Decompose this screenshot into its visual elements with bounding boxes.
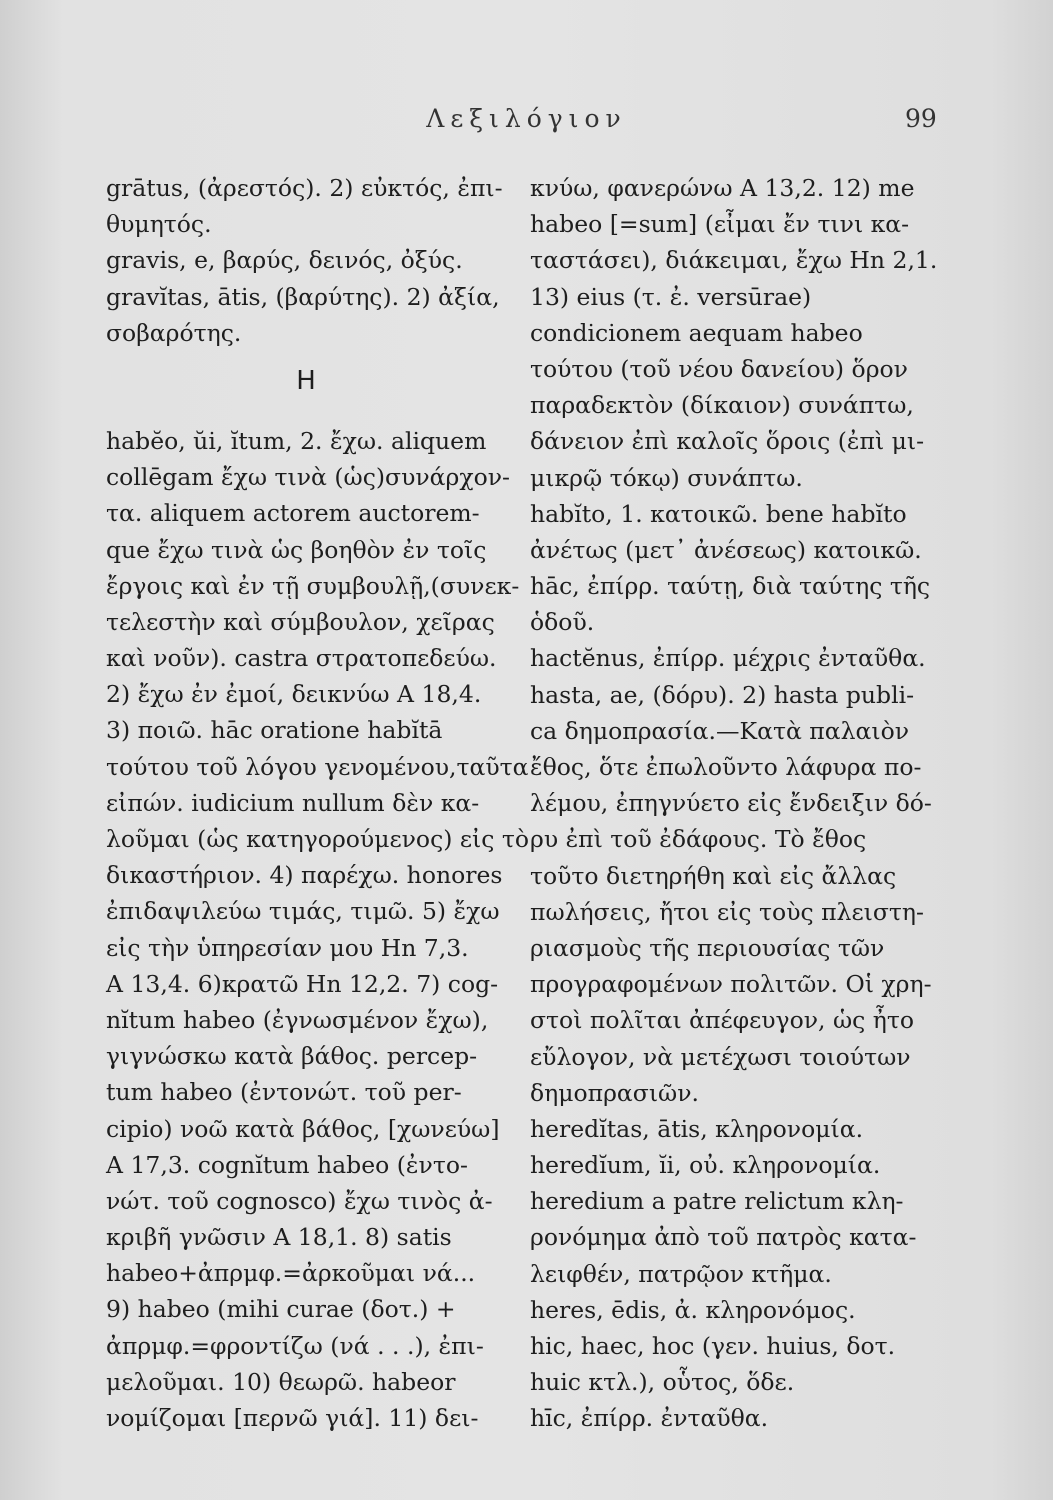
text-line: grātus, (ἀρεστός). 2) εὐκτός, ἐπι- [106,174,503,202]
text-line: condicionem aequam habeo [530,318,863,347]
text-line: δικαστήριον. 4) παρέχω. honores [106,861,503,890]
page-number: 99 [905,104,937,133]
text-line: hāc, ἐπίρρ. ταύτῃ, διὰ ταύτης τῆς [530,572,931,601]
text-line: κριβῆ γνῶσιν A 18,1. 8) satis [106,1223,452,1252]
right-entries [530,170,950,1437]
text-line: λέμου, ἐπηγνύετο εἰς ἔνδειξιν δό- [530,789,932,818]
text-line: collēgam ἔχω τινὰ (ὡς)συνάρχον- [106,463,510,492]
text-line: gravĭtas, ātis, (βαρύτης). 2) ἀξία, [106,282,500,311]
text-line: huic κτλ.), οὗτος, ὅδε. [530,1368,795,1397]
text-line: ἀνέτως (μετ᾽ ἀνέσεως) κατοικῶ. [530,535,922,564]
text-line: hīc, ἐπίρρ. ἐνταῦθα. [530,1404,769,1433]
text-line: σοβαρότης. [106,318,242,347]
left-column [106,170,530,1436]
text-line: que ἔχω τινὰ ὡς βοηθὸν ἐν τοῖς [106,535,487,564]
text-line: ἔργοις καὶ ἐν τῇ συμβουλῇ,(συνεκ- [106,571,520,600]
text-line: δάνειον ἐπὶ καλοῖς ὅροις (ἐπὶ μι- [530,427,925,456]
text-line: heredium a patre relictum κλη- [530,1187,904,1216]
text-line: habĕo, ŭi, ĭtum, 2. ἔχω. aliquem [106,426,487,455]
text-line: καὶ νοῦν). castra στρατοπεδεύω. [106,644,497,673]
right-column [530,170,950,1437]
left-entries-h [106,423,530,1436]
text-line: heredĭum, ĭi, οὐ. κληρονομία. [530,1151,881,1180]
text-line: hasta, ae, (δόρυ). 2) hasta publi- [530,680,915,709]
text-line: εἰς τὴν ὑπηρεσίαν μου Hn 7,3. [106,933,469,962]
text-line: 2) ἔχω ἐν ἐμοί, δεικνύω A 18,4. [106,680,482,709]
text-line: ρονόμημα ἀπὸ τοῦ πατρὸς κατα- [530,1223,917,1252]
text-line: τούτου τοῦ λόγου γενομένου,ταῦτα [106,752,529,781]
text-line: γιγνώσκω κατὰ βάθος. percep- [106,1042,478,1071]
text-line: habĭto, 1. κατοικῶ. bene habĭto [530,499,907,528]
text-line: ἔθος, ὅτε ἐπωλοῦντο λάφυρα πο- [530,753,922,781]
left-entries-g [106,170,506,351]
running-title: Λεξιλόγιον [426,104,627,133]
text-line: μελοῦμαι. 10) θεωρῶ. habeor [106,1367,456,1396]
text-line: τελεστὴν καὶ σύμβουλον, χεῖρας [106,607,495,636]
text-line: heredĭtas, ātis, κληρονομία. [530,1114,864,1143]
text-line: nĭtum habeo (ἐγνωσμένον ἔχω), [106,1005,489,1034]
text-line: νομίζομαι [περνῶ γιά]. 11) δει- [106,1404,479,1432]
text-line: cipio) νοῶ κατὰ βάθος, [χωνεύω] [106,1114,500,1143]
text-line: τούτου (τοῦ νέου δανείου) ὅρον [530,354,908,383]
section-letter-heading: H [296,365,316,396]
text-line: tum habeo (ἐντονώτ. τοῦ per- [106,1078,462,1107]
text-line: ρυ ἐπὶ τοῦ ἐδάφους. Τὸ ἔθος [530,825,867,854]
text-line: ταστάσει), διάκειμαι, ἔχω Hn 2,1. [530,246,938,275]
text-line: τα. aliquem actorem auctorem- [106,499,480,528]
text-line: δημοπρασιῶν. [530,1078,699,1107]
text-line: στοὶ πολῖται ἀπέφευγον, ὡς ἦτο [530,1006,914,1035]
text-line: gravis, e, βαρύς, δεινός, ὀξύς. [106,246,463,275]
text-line: ἐπιδαψιλεύω τιμάς, τιμῶ. 5) ἔχω [106,897,500,926]
text-line: 3) ποιῶ. hāc oratione habĭtā [106,716,443,745]
text-line: τοῦτο διετηρήθη καὶ εἰς ἄλλας [530,861,897,890]
text-line: habeo [=sum] (εἶμαι ἔν τινι κα- [530,210,910,239]
text-line: 13) eius (τ. ἐ. versūrae) [530,282,812,311]
text-line: hactĕnus, ἐπίρρ. μέχρις ἐνταῦθα. [530,644,926,673]
text-line: ριασμοὺς τῆς περιουσίας τῶν [530,933,885,962]
text-line: ἀπρμφ.=φροντίζω (νά . . .), ἐπι- [106,1331,484,1360]
text-line: λοῦμαι (ὡς κατηγορούμενος) εἰς τὸ [106,825,530,853]
text-line: heres, ēdis, ἀ. κληρονόμος. [530,1295,856,1324]
text-line: εἰπών. iudicium nullum δὲν κα- [106,788,480,817]
text-line: νώτ. τοῦ cognosco) ἔχω τινὸς ἀ- [106,1186,493,1215]
text-line: παραδεκτὸν (δίκαιον) συνάπτω, [530,391,914,420]
text-line: προγραφομένων πολιτῶν. Οἱ χρη- [530,970,932,999]
text-line: A 13,4. 6)κρατῶ Hn 12,2. 7) cog- [106,969,499,998]
text-line: ὁδοῦ. [530,608,595,637]
text-line: κνύω, φανερώνω A 13,2. 12) me [530,174,915,202]
text-line: θυμητός. [106,210,212,239]
text-line: habeo+ἀπρμφ.=ἀρκοῦμαι νά... [106,1259,476,1288]
text-line: λειφθέν, πατρῷον κτῆμα. [530,1259,832,1288]
text-line: εὔλογον, νὰ μετέχωσι τοιούτων [530,1042,911,1071]
text-line: πωλήσεις, ἤτοι εἰς τοὺς πλειστη- [530,897,924,926]
text-line: μικρῷ τόκῳ) συνάπτω. [530,463,803,492]
text-line: 9) habeo (mihi curae (δοτ.) + [106,1295,456,1324]
text-line: hic, haec, hoc (γεν. huius, δοτ. [530,1332,896,1360]
text-line: ca δημοπρασία.—Κατὰ παλαιὸν [530,716,910,745]
text-line: A 17,3. cognĭtum habeo (ἐντο- [106,1150,468,1179]
